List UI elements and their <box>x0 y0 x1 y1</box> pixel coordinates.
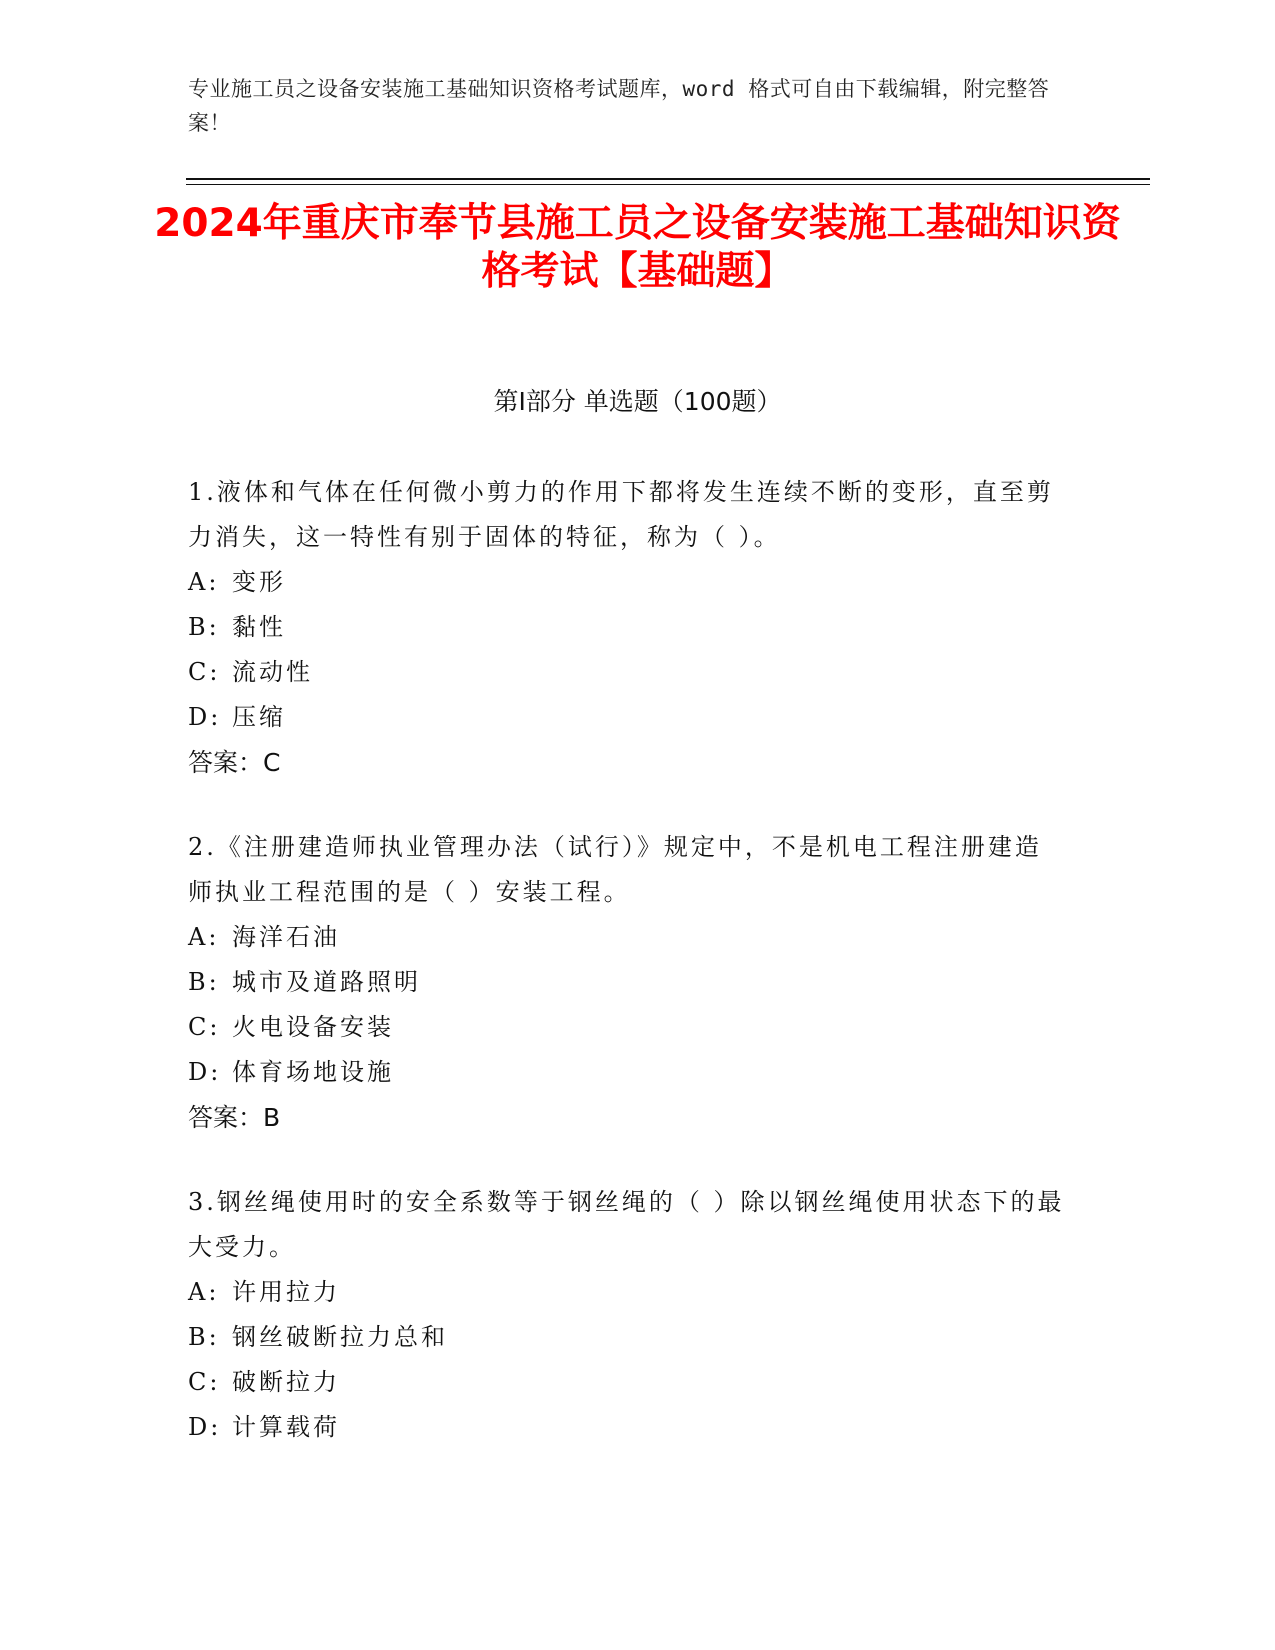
option-key: B: <box>188 613 220 641</box>
answer-value: C <box>263 748 281 777</box>
option-a <box>188 915 1068 960</box>
option-text: 压缩 <box>232 703 286 731</box>
option-b <box>188 605 1068 650</box>
option-text: 破断拉力 <box>232 1368 340 1396</box>
option-key: D: <box>188 1413 222 1441</box>
option-text: 火电设备安装 <box>232 1013 394 1041</box>
option-d <box>188 1405 1068 1450</box>
answer-line <box>188 1095 1068 1140</box>
option-d <box>188 695 1068 740</box>
option-b <box>188 1315 1068 1360</box>
option-key: A: <box>188 568 220 596</box>
option-key: C: <box>188 658 221 686</box>
option-text: 城市及道路照明 <box>232 968 421 996</box>
option-text: 流动性 <box>232 658 313 686</box>
option-c <box>188 650 1068 695</box>
option-c <box>188 1360 1068 1405</box>
option-key: C: <box>188 1013 221 1041</box>
option-text: 海洋石油 <box>232 923 340 951</box>
option-d <box>188 1050 1068 1095</box>
question-stem: 1.液体和气体在任何微小剪力的作用下都将发生连续不断的变形，直至剪力消失，这一特性有别于固体的特征，称为（ ）。 <box>188 478 1054 551</box>
question-stem: 2.《注册建造师执业管理办法（试行）》规定中，不是机电工程注册建造师执业工程范围的是（ ）安装工程。 <box>188 833 1042 906</box>
option-text: 变形 <box>232 568 286 596</box>
option-key: B: <box>188 1323 220 1351</box>
answer-line <box>188 740 1068 785</box>
option-key: A: <box>188 923 220 951</box>
option-key: D: <box>188 703 222 731</box>
question-list <box>188 470 1068 1490</box>
option-key: C: <box>188 1368 221 1396</box>
answer-label: 答案： <box>188 1103 264 1132</box>
answer-label: 答案： <box>188 748 264 777</box>
option-c <box>188 1005 1068 1050</box>
option-b <box>188 960 1068 1005</box>
option-key: B: <box>188 968 220 996</box>
option-key: D: <box>188 1058 222 1086</box>
answer-value: B <box>263 1103 281 1132</box>
header-note: 专业施工员之设备安装施工基础知识资格考试题库，word 格式可自由下载编辑，附完整答案！ <box>188 77 1050 135</box>
question-stem: 3.钢丝绳使用时的安全系数等于钢丝绳的（ ）除以钢丝绳使用状态下的最大受力。 <box>188 1188 1065 1261</box>
option-a <box>188 1270 1068 1315</box>
option-text: 钢丝破断拉力总和 <box>232 1323 448 1351</box>
option-key: A: <box>188 1278 220 1306</box>
section-heading: 第Ⅰ部分 单选题（100题） <box>493 387 782 416</box>
question-1 <box>188 470 1068 785</box>
header-divider-thin <box>186 184 1150 185</box>
question-3 <box>188 1180 1068 1450</box>
header-divider-thick <box>186 178 1150 180</box>
option-text: 许用拉力 <box>232 1278 340 1306</box>
question-2 <box>188 825 1068 1140</box>
option-a <box>188 560 1068 605</box>
document-title: 2024年重庆市奉节县施工员之设备安装施工基础知识资格考试【基础题】 <box>154 201 1121 294</box>
option-text: 体育场地设施 <box>232 1058 394 1086</box>
option-text: 黏性 <box>232 613 286 641</box>
option-text: 计算载荷 <box>232 1413 340 1441</box>
